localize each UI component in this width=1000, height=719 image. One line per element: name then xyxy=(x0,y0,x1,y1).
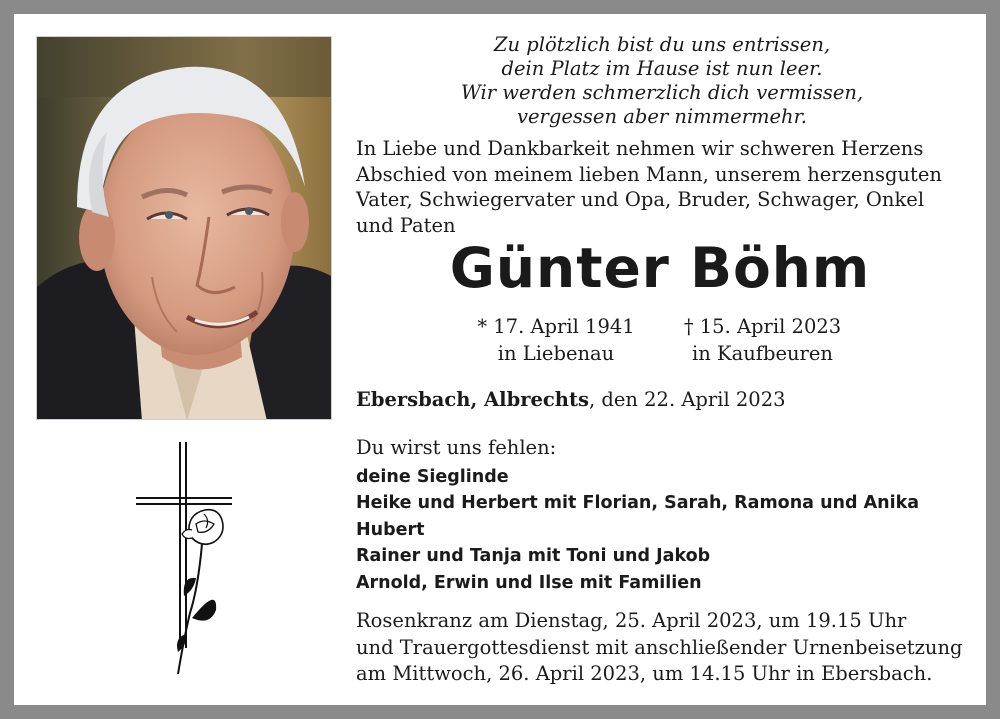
intro-text xyxy=(356,136,968,238)
death-place: in Kaufbeuren xyxy=(692,342,833,365)
location-date xyxy=(356,386,968,413)
family-member: Arnold, Erwin und Ilse mit Familien xyxy=(356,572,702,593)
intro-line: In Liebe und Dankbarkeit nehmen wir schweren Herzens xyxy=(356,137,924,160)
birth-symbol: * xyxy=(477,315,488,338)
birth-info xyxy=(456,313,656,367)
family-member: Heike und Herbert mit Florian, Sarah, Ramona und Anika xyxy=(356,493,920,514)
service-line: am Mittwoch, 26. April 2023, um 14.15 Uhr in Ebersbach. xyxy=(356,662,933,685)
intro-line: Abschied von meinem lieben Mann, unserem herzensguten xyxy=(356,162,942,186)
birth-date: 17. April 1941 xyxy=(493,315,635,338)
rose-icon xyxy=(177,510,223,674)
family-member: deine Sieglinde xyxy=(356,467,509,487)
service-line: Rosenkranz am Dienstag, 25. April 2023, um 19.15 Uhr xyxy=(356,609,907,632)
memorial-poem xyxy=(356,33,968,129)
service-line: und Trauergottesdienst mit anschließender Urnenbeisetzung xyxy=(356,635,963,659)
portrait-illustration xyxy=(37,37,332,420)
death-info xyxy=(660,313,865,367)
death-symbol: † xyxy=(683,315,694,338)
poem-line: dein Platz im Hause ist nun leer. xyxy=(501,57,823,80)
location-places: Ebersbach, Albrechts xyxy=(356,388,589,411)
family-list xyxy=(356,464,968,596)
deceased-name: Günter Böhm xyxy=(449,236,871,300)
intro-line: Vater, Schwiegervater und Opa, Bruder, Schwager, Onkel xyxy=(356,188,925,211)
family-member: Rainer und Tanja mit Toni und Jakob xyxy=(356,546,711,567)
poem-line: vergessen aber nimmermehr. xyxy=(517,105,807,128)
notice-date: , den 22. April 2023 xyxy=(588,388,786,411)
service-info xyxy=(356,608,968,688)
poem-line: Zu plötzlich bist du uns entrissen, xyxy=(493,33,831,56)
poem-line: Wir werden schmerzlich dich vermissen, xyxy=(460,81,864,104)
birth-place: in Liebenau xyxy=(497,342,615,365)
family-member: Hubert xyxy=(356,519,425,540)
portrait-photo xyxy=(36,36,332,420)
cross-with-rose-icon xyxy=(130,438,240,683)
death-date: 15. April 2023 xyxy=(699,315,842,338)
miss-line: Du wirst uns fehlen: xyxy=(356,436,557,459)
cross-svg xyxy=(130,438,240,683)
birth-date-line xyxy=(456,313,656,340)
intro-line: und Paten xyxy=(356,213,456,237)
death-date-line xyxy=(660,313,865,340)
